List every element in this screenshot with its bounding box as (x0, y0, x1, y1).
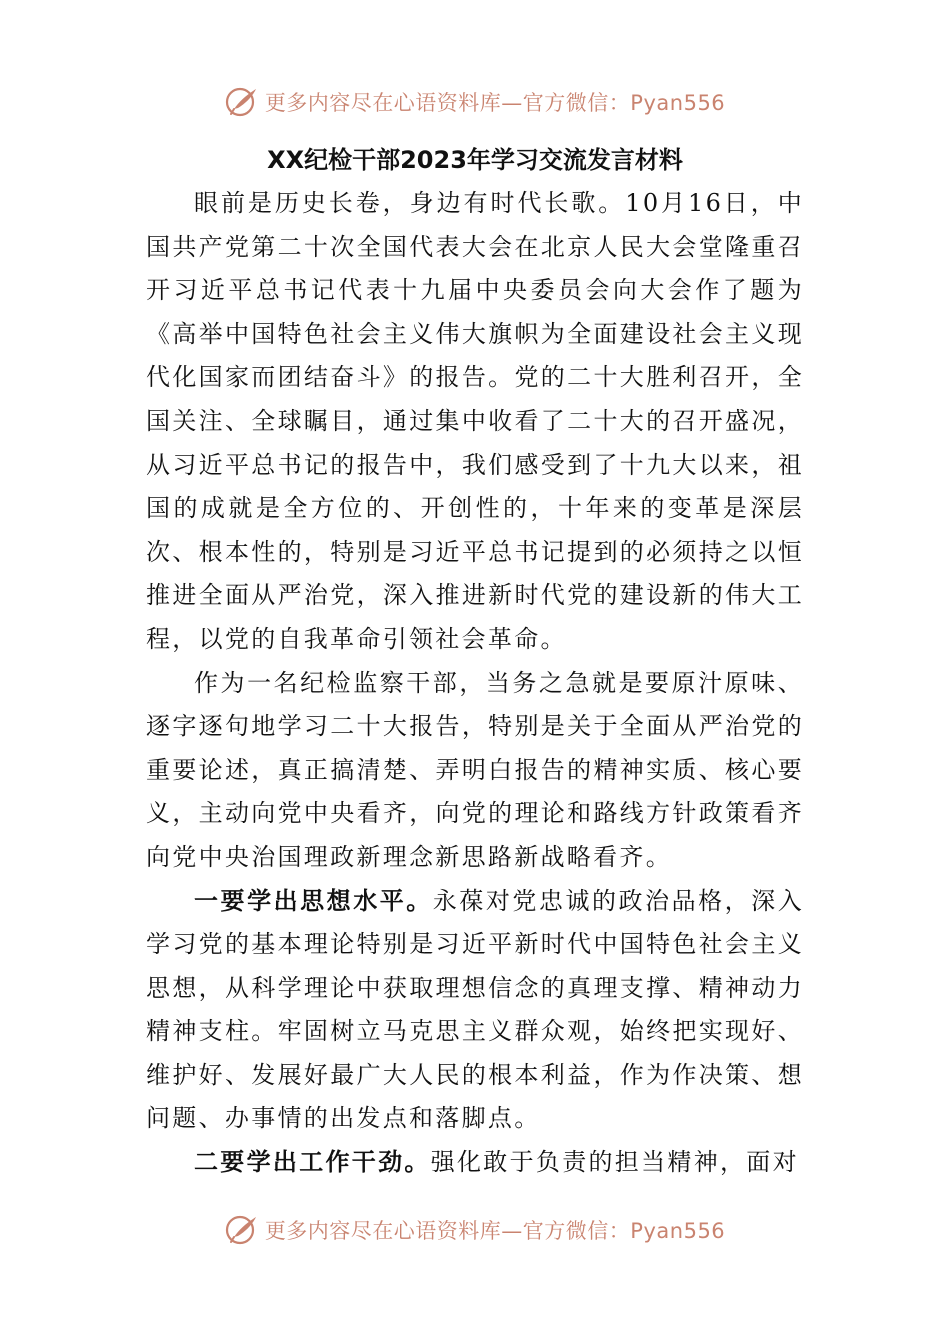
watermark-text: 更多内容尽在心语资料库—官方微信：Pyan556 (264, 1219, 726, 1243)
paragraph (146, 182, 804, 662)
paragraph-text: 作为一名纪检监察干部，当务之急就是要原汁原味、逐字逐句地学习二十大报告，特别是关于全面从严治党的重要论述，真正搞清楚、弄明白报告的精神实质、核心要义，主动向党中央看齐，向党的理论和路线方针政策看齐向党中央治国理政新理念新思路新战略看齐。 (146, 668, 804, 871)
document-title: XX纪检干部2023年学习交流发言材料 (267, 146, 683, 174)
paragraph-text: 强化敢于负责的担当精神，面对 (430, 1148, 799, 1177)
quill-pen-icon (225, 1213, 259, 1247)
paragraph-text: 永葆对党忠诚的政治品格，深入学习党的基本理论特别是习近平新时代中国特色社会主义思想，从科学理论中获取理想信念的真理支撑、精神动力精神支柱。牢固树立马克思主义群众观，始终把实现好、维护好、发展好最广大人民的根本利益，作为作决策、想问题、办事情的出发点和落脚点。 (146, 886, 805, 1133)
quill-pen-icon (225, 85, 259, 119)
paragraph (146, 880, 804, 1142)
document-body (146, 182, 804, 1185)
watermark-footer (0, 1210, 950, 1250)
watermark-header (0, 82, 950, 122)
watermark-text: 更多内容尽在心语资料库—官方微信：Pyan556 (264, 91, 726, 115)
paragraph-lead: 一要学出思想水平。 (194, 886, 433, 915)
paragraph (146, 1141, 804, 1185)
paragraph-lead: 二要学出工作干劲。 (194, 1148, 431, 1177)
paragraph-text: 眼前是历史长卷，身边有时代长歌。10月16日，中国共产党第二十次全国代表大会在北京人民大会堂隆重召开习近平总书记代表十九届中央委员会向大会作了题为《高举中国特色社会主义伟大旗帜为全面建设社会主义现代化国家而团结奋斗》的报告。党的二十大胜利召开，全国关注、全球瞩目，通过集中收看了二十大的召开盛况，从习近平总书记的报告中，我们感受到了十九大以来，祖国的成就是全方位的、开创性的，十年来的变革是深层次、根本性的，特别是习近平总书记提到的必须持之以恒推进全面从严治党，深入推进新时代党的建设新的伟大工程，以党的自我革命引领社会革命。 (146, 189, 804, 653)
paragraph (146, 662, 804, 880)
